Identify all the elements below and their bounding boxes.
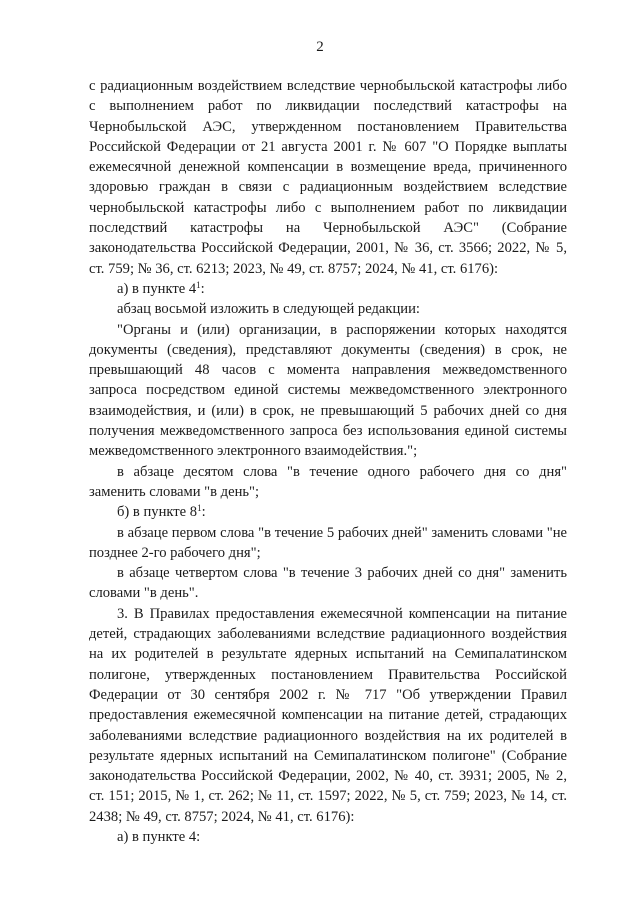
paragraph-amend-eighth: абзац восьмой изложить в следующей редакции: <box>117 301 420 318</box>
superscript: 1 <box>197 503 202 514</box>
paragraph-amend-fourth: в абзаце четвертом слова "в течение 3 рабочих дней со дня" заменить словами "в день". <box>89 565 567 602</box>
paragraph-item-b <box>89 502 567 522</box>
paragraph-text: а) в пункте 4 <box>117 280 197 297</box>
paragraph-tail: : <box>200 280 205 297</box>
paragraph-continuation: с радиационным воздействием вследствие чернобыльской катастрофы либо с выполнением работ по ликвидации последствий катастрофы на Чернобыльской АЭС, утвержденном постановлением Правительства Российской Федерации от 21 августа 2001 г. № 607 "О Порядке выплаты ежемесячной денежной компенсации в возмещение вреда, причиненного здоровью граждан в связи с радиационным воздействием вследствие чернобыльской катастрофы либо с выполнением работ по ликвидации последствий катастрофы на Чернобыльской АЭС" (Собрание законодательства Российской Федерации, 2001, № 36, ст. 3566; 2022, № 5, ст. 759; № 36, ст. 6213; 2023, № 49, ст. 8757; 2024, № 41, ст. 6176): <box>89 78 567 277</box>
page-number: 2 <box>316 39 324 55</box>
paragraph-text: б) в пункте 8 <box>117 504 198 521</box>
document-body <box>89 76 567 847</box>
paragraph-tail: : <box>201 504 206 521</box>
paragraph-item-a-section-3: а) в пункте 4: <box>117 828 201 845</box>
paragraph-item-a <box>89 279 567 299</box>
superscript: 1 <box>196 279 201 290</box>
paragraph-amend-tenth: в абзаце десятом слова "в течение одного рабочего дня со дня" заменить словами "в день"; <box>89 463 567 500</box>
paragraph-section-3: 3. В Правилах предоставления ежемесячной компенсации на питание детей, страдающих заболеваниями вследствие радиационного воздействия на их родителей в результате ядерных испытаний на Семипалатинском полигоне, утвержденных постановлением Правительства Российской Федерации от 30 сентября 2002 г. № 717 "Об утверждении Правил предоставления ежемесячной компенсации на питание детей, страдающих заболеваниями вследствие радиационного воздействия на их родителей в результате ядерных испытаний на Семипалатинском полигоне" (Собрание законодательства Российской Федерации, 2002, № 40, ст. 3931; 2005, № 2, ст. 151; 2015, № 1, ст. 262; № 11, ст. 1597; 2022, № 5, ст. 759; 2023, № 14, ст. 2438; № 49, ст. 8757; 2024, № 41, ст. 6176): <box>89 605 567 825</box>
paragraph-quote: "Органы и (или) организации, в распоряжении которых находятся документы (сведения), представляют документы (сведения) в срок, не превышающий 48 часов с момента направления межведомственного запроса посредством единой системы межведомственного электронного взаимодействия, и (или) в срок, не превышающий 5 рабочих дней со дня получения межведомственного запроса без использования единой системы межведомственного электронного взаимодействия."; <box>89 321 567 460</box>
paragraph-amend-first: в абзаце первом слова "в течение 5 рабочих дней" заменить словами "не позднее 2-го рабочего дня"; <box>89 524 567 561</box>
